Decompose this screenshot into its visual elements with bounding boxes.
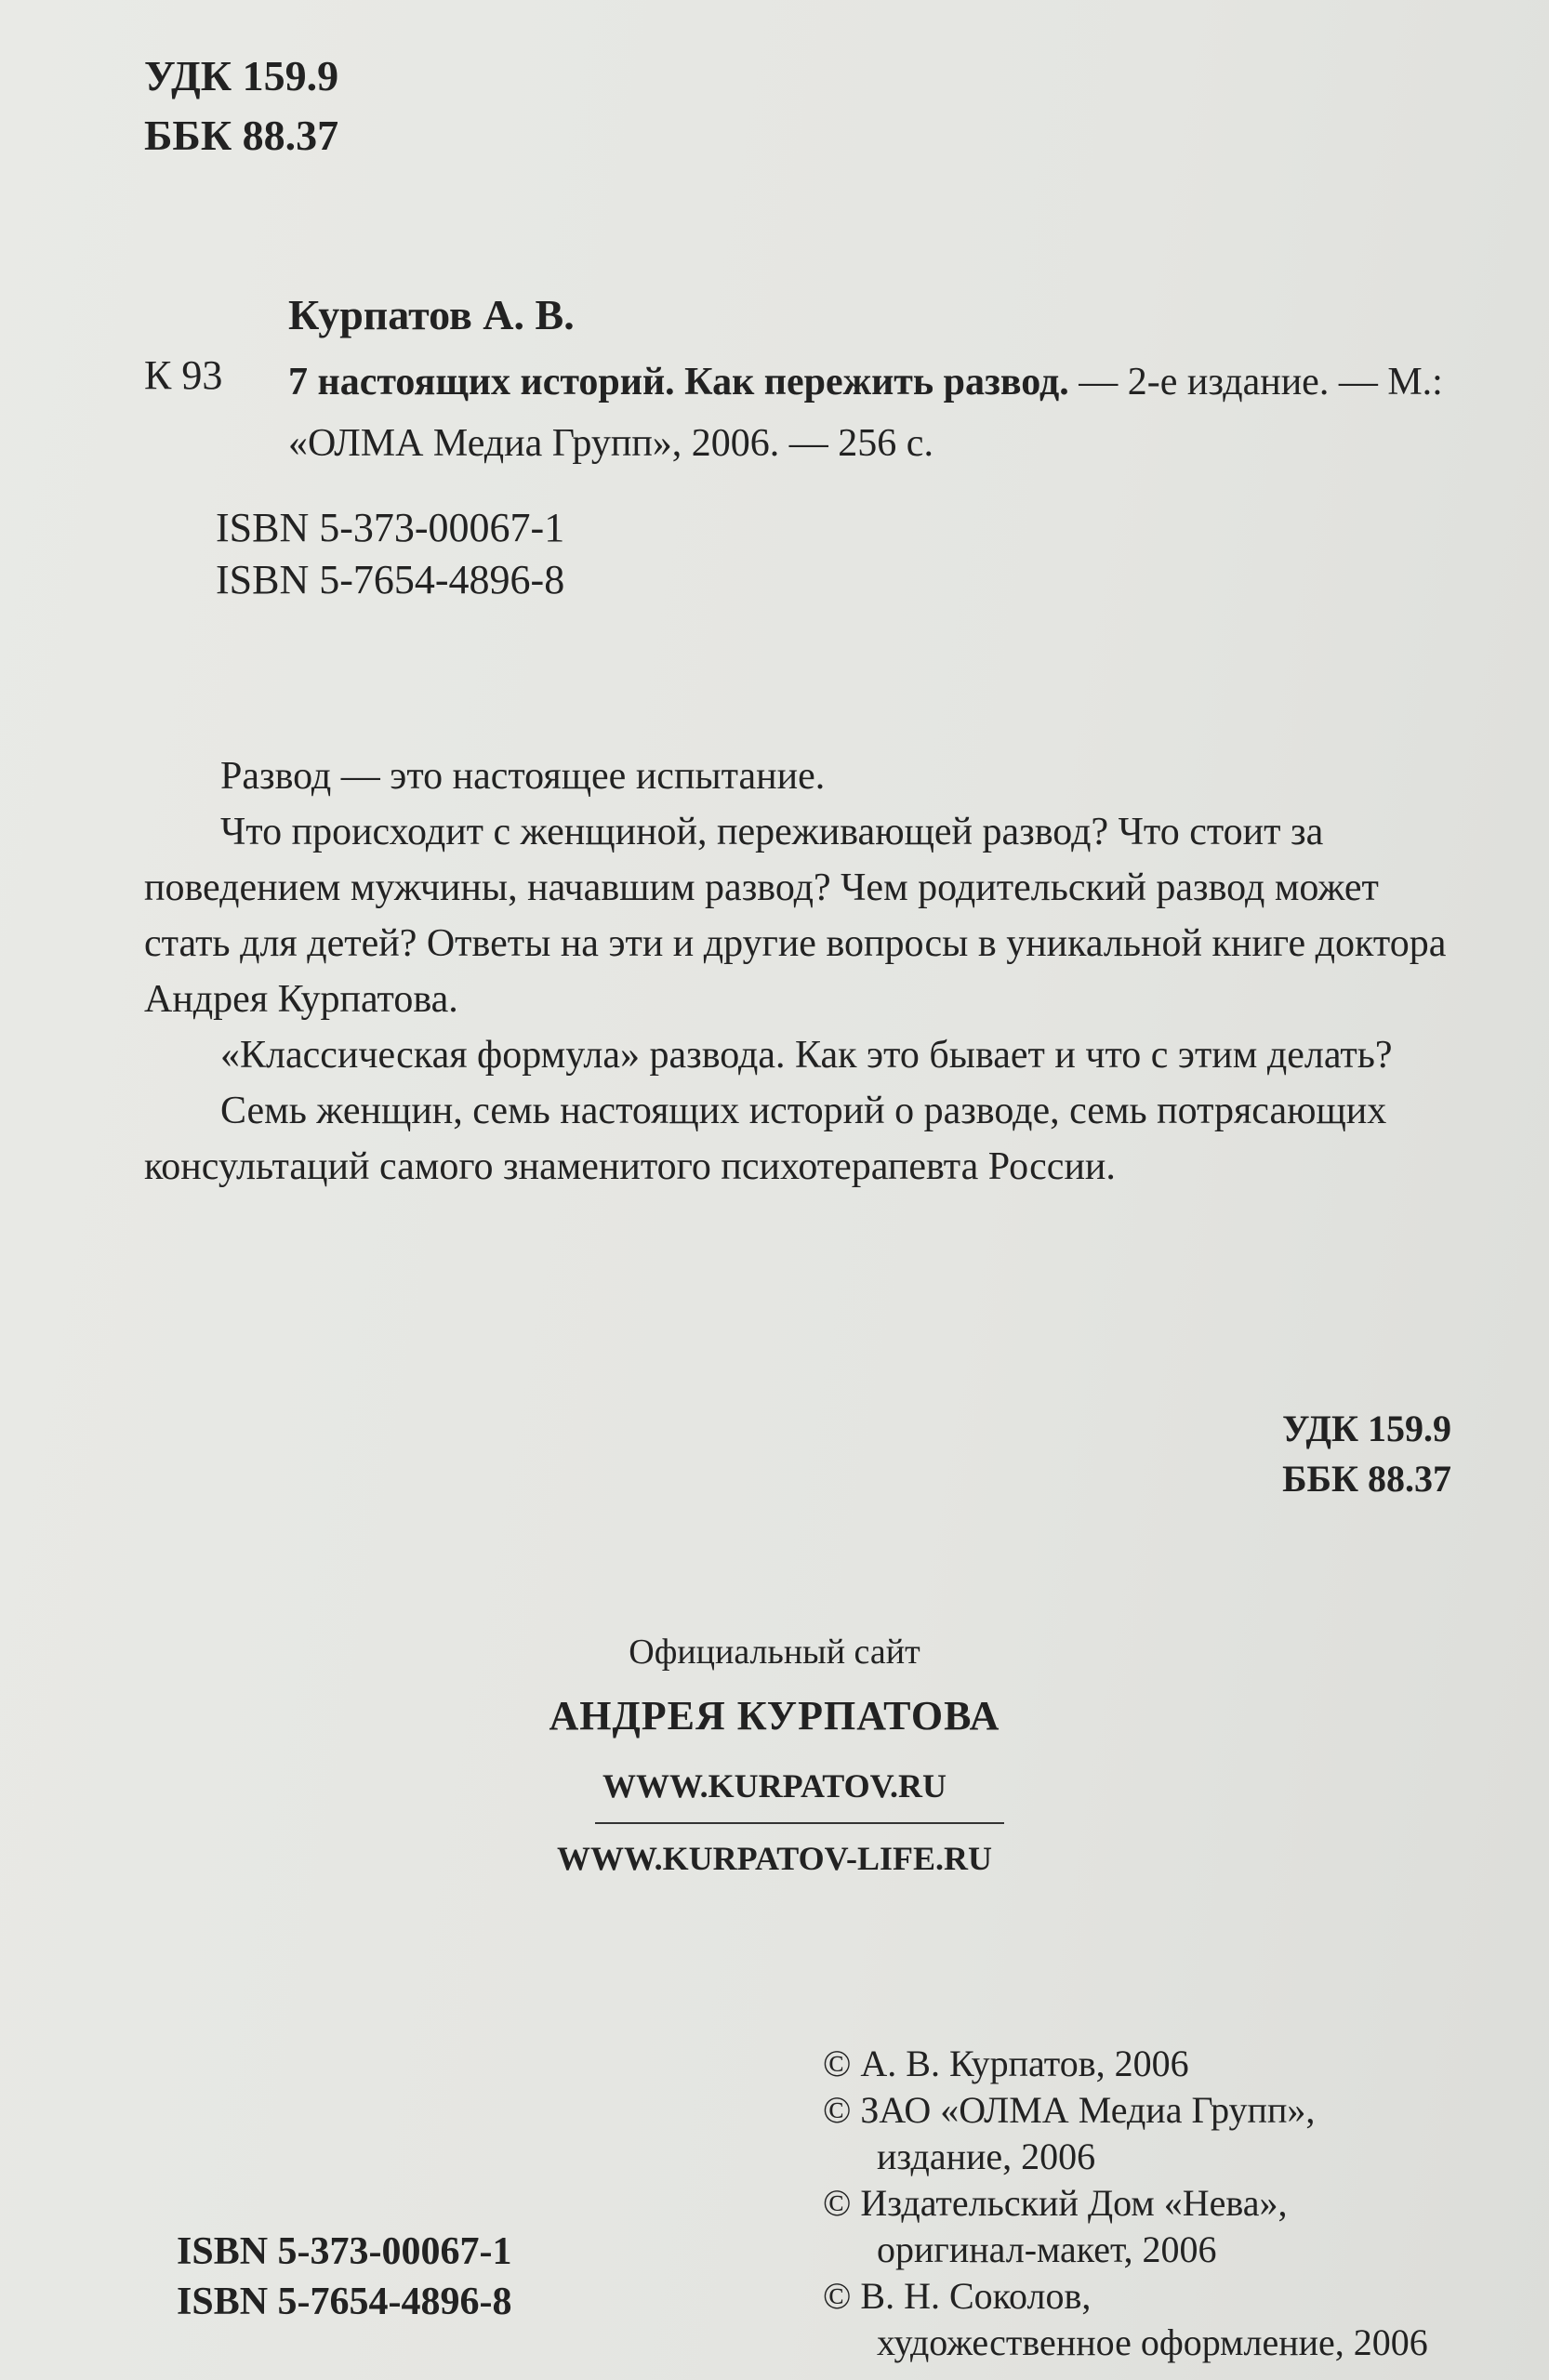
divider bbox=[595, 1822, 1004, 1824]
copyright-block bbox=[823, 2041, 1492, 2366]
annotation bbox=[144, 748, 1450, 1195]
copyright-line: © ЗАО «ОЛМА Медиа Групп», bbox=[823, 2089, 1316, 2131]
udk-code: УДК 159.9 bbox=[1282, 1408, 1451, 1449]
website-link: WWW.KURPATOV.RU bbox=[602, 1767, 947, 1805]
isbn-block-bottom bbox=[177, 2227, 512, 2327]
author-name: Курпатов А. В. bbox=[288, 291, 575, 338]
copyright-line: © А. В. Курпатов, 2006 bbox=[823, 2043, 1189, 2084]
udk-bbk-bottom bbox=[1282, 1404, 1451, 1504]
catalog-code: К 93 bbox=[144, 352, 223, 398]
bbk-code: ББК 88.37 bbox=[144, 112, 339, 159]
isbn-line: ISBN 5-7654-4896-8 bbox=[177, 2281, 512, 2323]
copyright-line: © В. Н. Соколов, bbox=[823, 2275, 1092, 2317]
bibliographic-record bbox=[288, 351, 1460, 474]
website-link: WWW.KURPATOV-LIFE.RU bbox=[556, 1840, 993, 1877]
copyright-line: © Издательский Дом «Нева», bbox=[823, 2182, 1288, 2224]
annotation-paragraph: Развод — это настоящее испытание. bbox=[220, 755, 826, 798]
publication-info: — 2-е издание. — М.: «ОЛМА Медиа Групп», 2006. — 256 с. bbox=[288, 361, 1443, 465]
isbn-line: ISBN 5-373-00067-1 bbox=[177, 2230, 512, 2273]
book-title: 7 настоящих историй. Как пережить развод. bbox=[288, 361, 1069, 403]
copyright-continuation: издание, 2006 bbox=[877, 2135, 1096, 2177]
udk-code: УДК 159.9 bbox=[144, 52, 339, 99]
site-label: Официальный сайт bbox=[629, 1633, 920, 1672]
annotation-paragraph: Что происходит с женщиной, переживающей развод? Что стоит за поведением мужчины, начавшим развод? Чем родительский развод может стать для детей? Ответы на эти и другие вопросы в уникальной книге доктора Андрея Курпатова. bbox=[144, 811, 1447, 1021]
udk-bbk-top bbox=[144, 46, 338, 165]
bbk-code: ББК 88.37 bbox=[1282, 1458, 1451, 1500]
isbn-block-top bbox=[216, 502, 564, 606]
annotation-paragraph: Семь женщин, семь настоящих историй о разводе, семь потрясающих консультаций самого знаменитого психотерапевта России. bbox=[144, 1090, 1387, 1188]
copyright-continuation: художественное оформление, 2006 bbox=[877, 2321, 1428, 2363]
site-owner-name: АНДРЕЯ КУРПАТОВА bbox=[549, 1693, 1000, 1739]
copyright-continuation: оригинал-макет, 2006 bbox=[877, 2228, 1217, 2270]
isbn-line: ISBN 5-7654-4896-8 bbox=[216, 557, 565, 602]
annotation-paragraph: «Классическая формула» развода. Как это бывает и что с этим делать? bbox=[220, 1034, 1393, 1077]
isbn-line: ISBN 5-373-00067-1 bbox=[216, 505, 565, 550]
